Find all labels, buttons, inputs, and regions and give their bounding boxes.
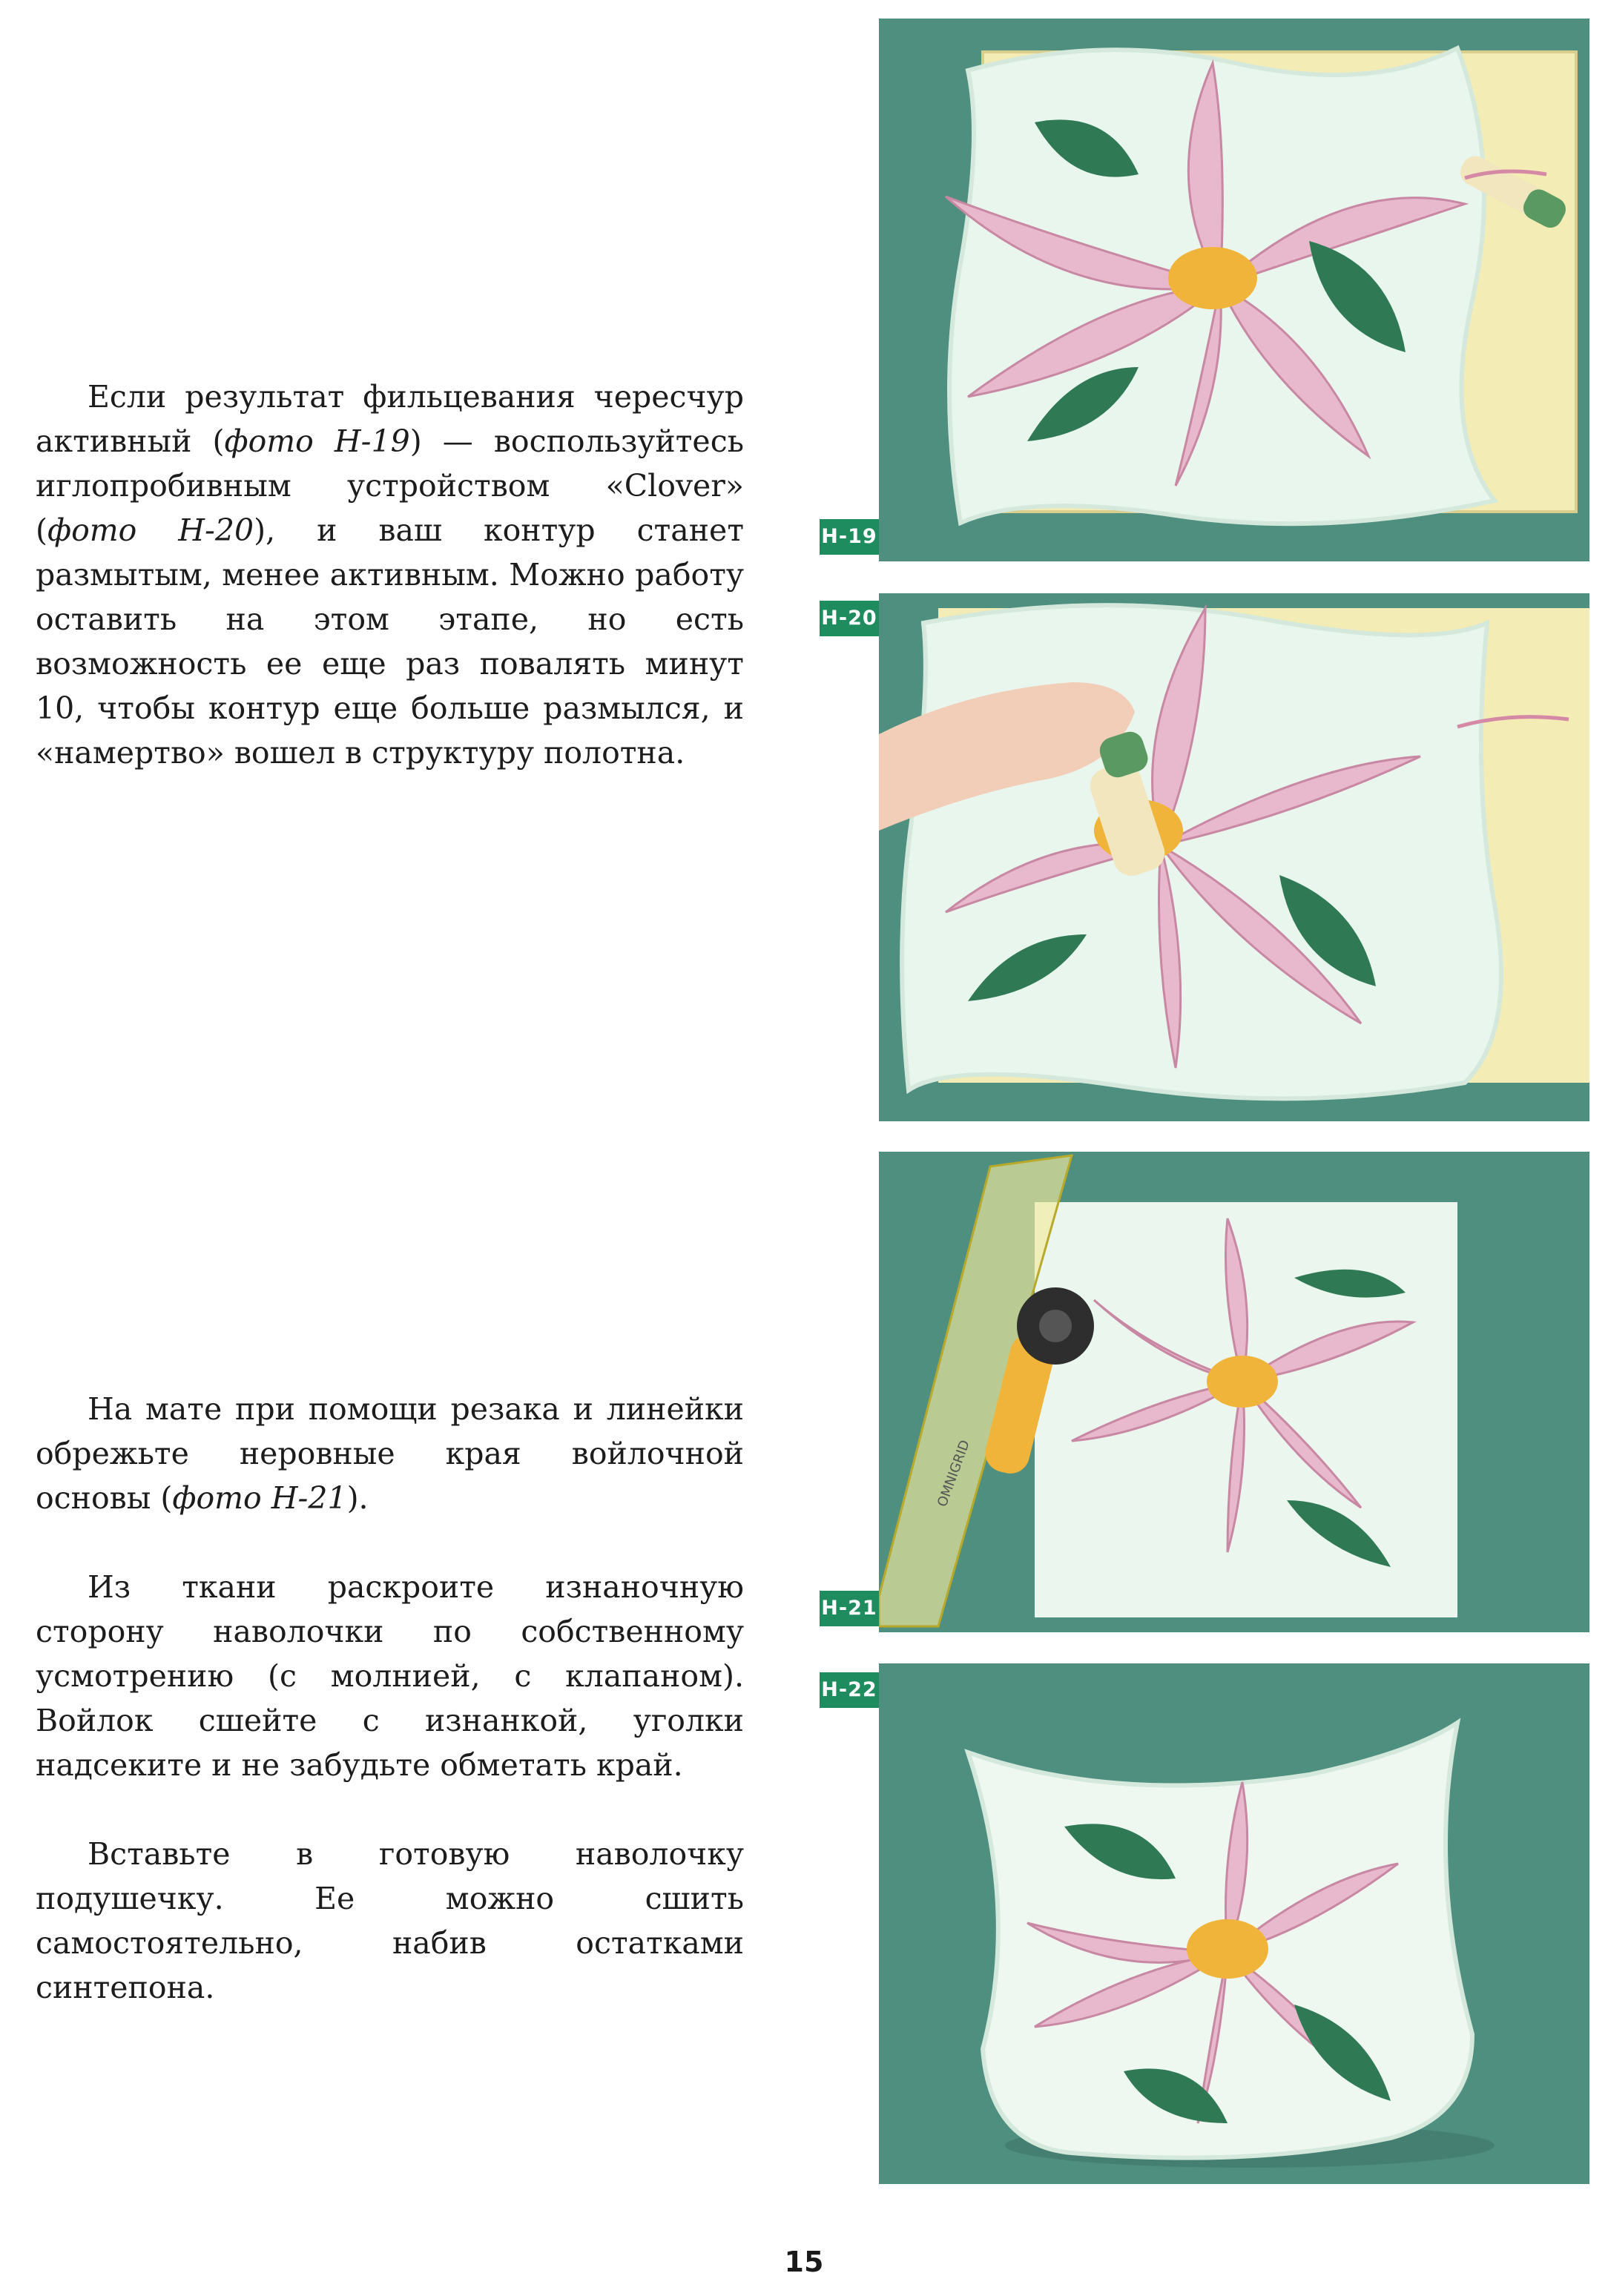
paragraph-felting-result: Если результат фильцевания чересчур активный (фото Н-19) — воспользуйтесь иглопробивным устройством «Clover» (фото Н-20), и ваш контур станет размытым, менее активным. Можно работу оставить на этом этапе, но есть возможность ее еще раз повалять минут 10, чтобы контур еще больше размылся, и «намертво» вошел в структуру полотна. — [36, 379, 744, 771]
paragraph-sew-back: Из ткани раскроите изнаночную сторону наволочки по собственному усмотрению (с молнией, с клапаном). Войлок сшейте с изнанкой, уголки надсеките и не забудьте обметать край. — [36, 1569, 744, 1783]
page-number: 15 — [784, 2246, 824, 2278]
photo-label-h21: Н-21 — [820, 1591, 879, 1626]
photo-reference: фото Н-20 — [47, 512, 254, 548]
paragraph-insert-pillow: Вставьте в готовую наволочку подушечку. Ее можно сшить самостоятельно, набив остатками синтепона. — [36, 1836, 744, 2005]
photo-h21 — [879, 1152, 1589, 1632]
photo-h20 — [879, 593, 1589, 1121]
photo-label-h19: Н-19 — [820, 519, 879, 555]
photo-reference: фото Н-21 — [172, 1480, 347, 1516]
ruler-brand: OMNIGRID — [934, 1438, 973, 1509]
photo-reference: фото Н-19 — [224, 423, 410, 459]
photo-h19 — [879, 19, 1589, 561]
paragraph-trim-edges: На мате при помощи резака и линейки обрежьте неровные края войлочной основы (фото Н-21). — [36, 1391, 744, 1516]
photo-label-h20: Н-20 — [820, 601, 879, 636]
photo-label-h22: Н-22 — [820, 1672, 879, 1708]
photo-h22 — [879, 1663, 1589, 2184]
